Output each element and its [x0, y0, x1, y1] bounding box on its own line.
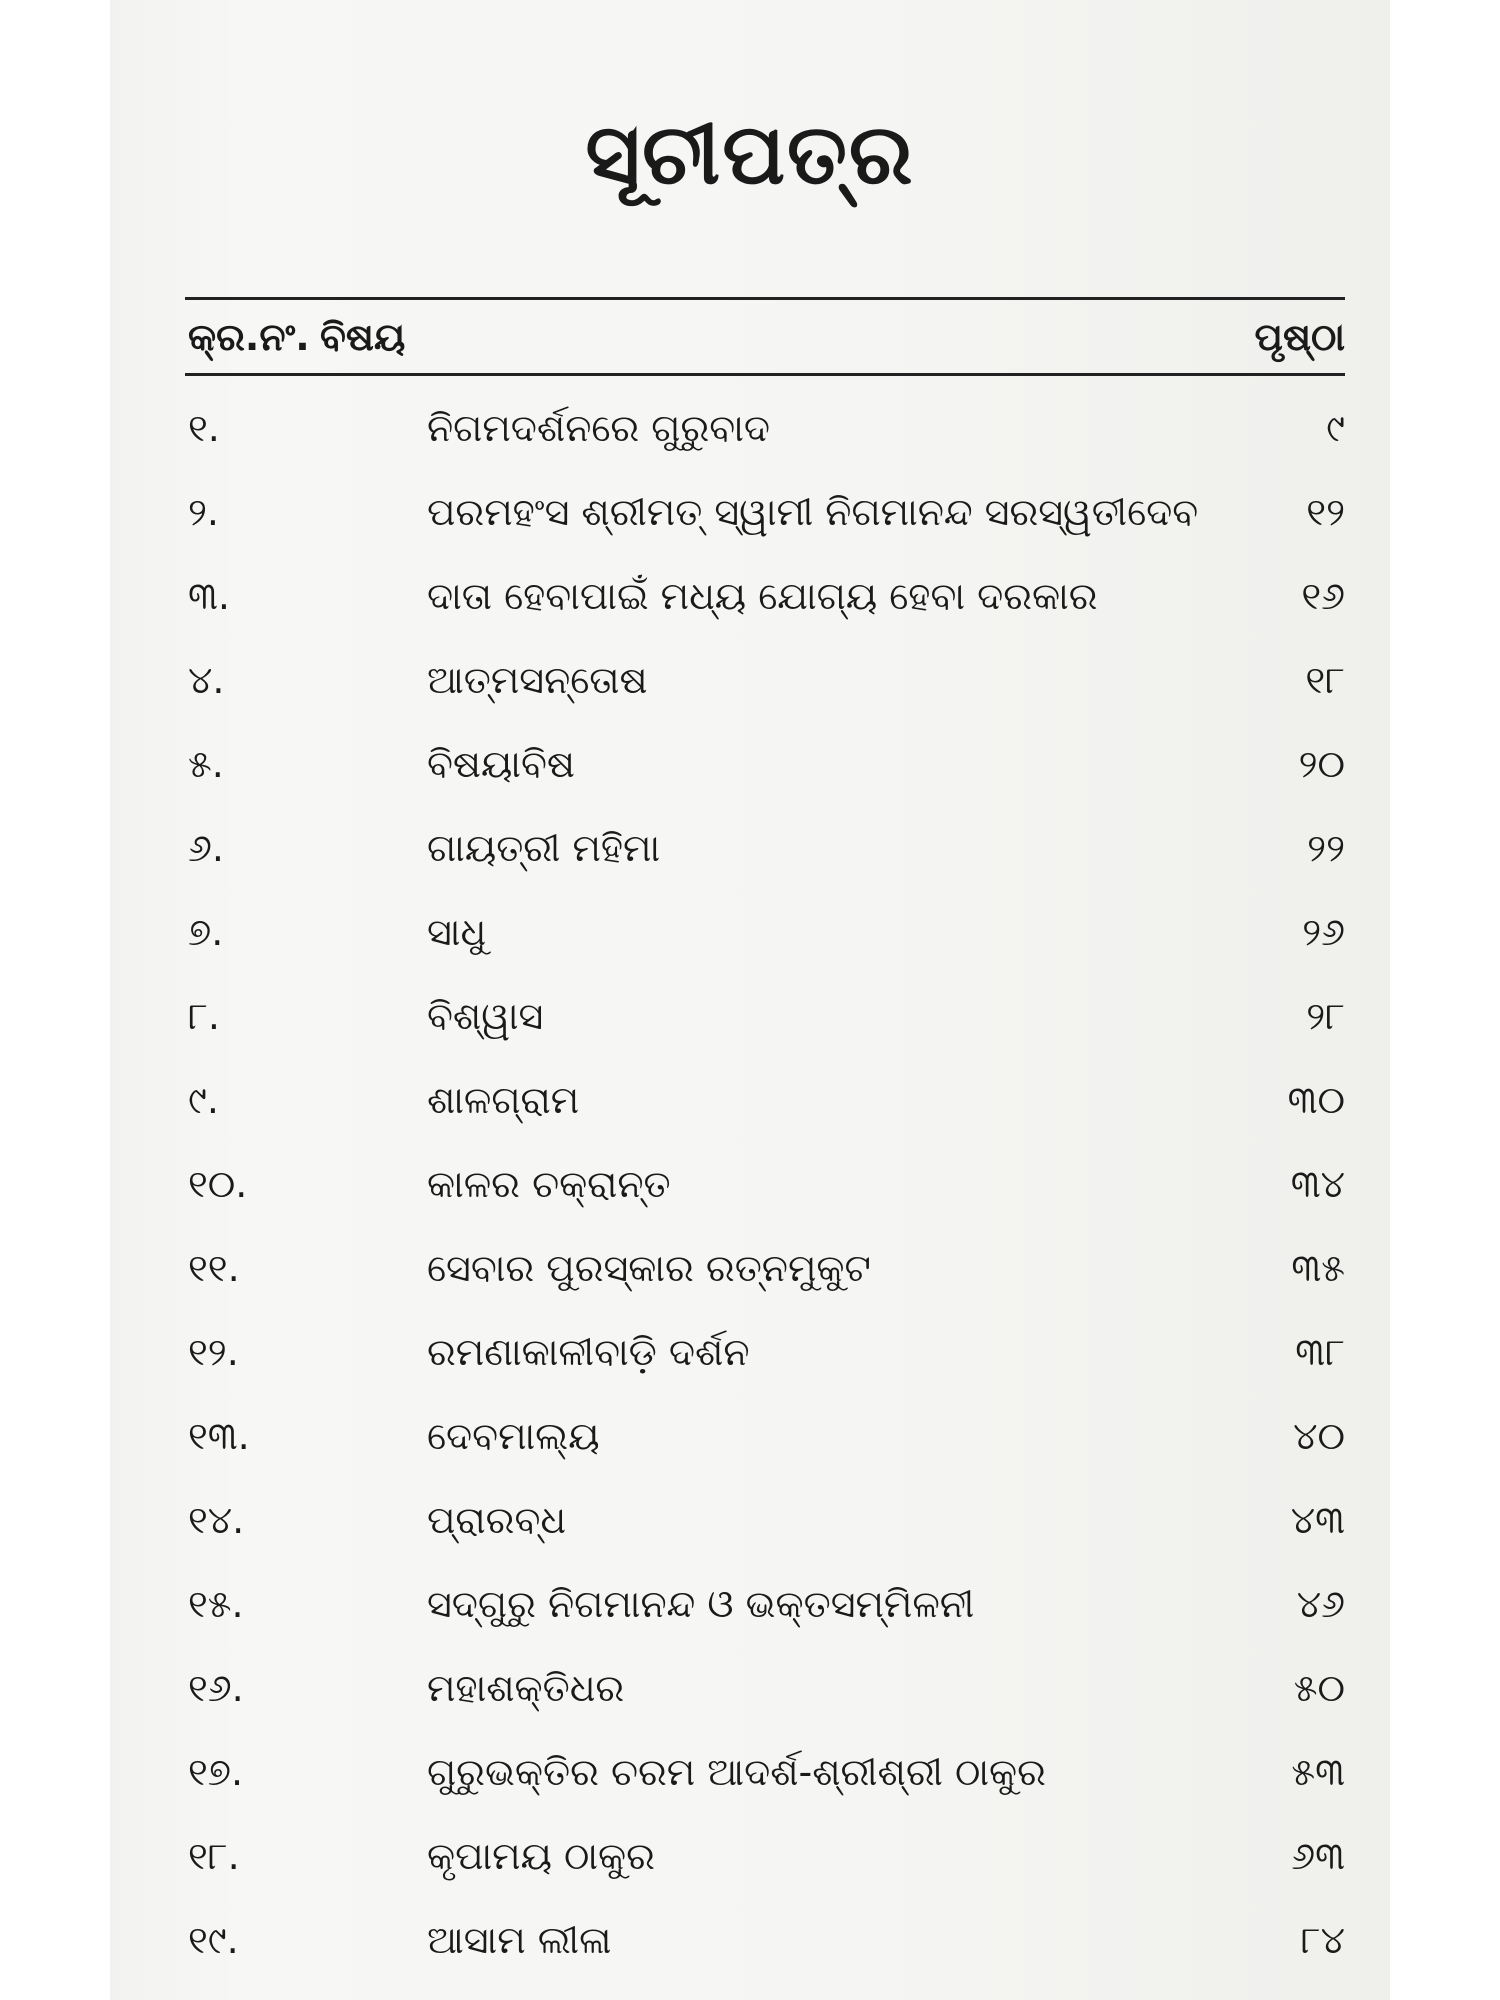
toc-row	[185, 1154, 1345, 1238]
toc-row	[185, 1574, 1345, 1658]
toc-page-number: ୩୦	[1287, 1078, 1345, 1122]
toc-row	[185, 1826, 1345, 1910]
toc-page-number: ୧୨	[1306, 490, 1345, 534]
toc-page-number: ୬୩	[1291, 1834, 1345, 1878]
toc-number: ୧୯.	[188, 1918, 239, 1962]
toc-subject: ବିଶ୍ୱାସ	[427, 994, 544, 1038]
toc-number: ୧୮.	[188, 1834, 240, 1878]
toc-number: ୭.	[188, 910, 224, 954]
toc-page-number: ୨୮	[1306, 994, 1345, 1038]
toc-subject: ମହାଶକ୍ତିଧର	[427, 1666, 625, 1710]
toc-number: ୧.	[188, 406, 220, 450]
toc-number: ୧୦.	[188, 1162, 248, 1206]
header-top-rule	[185, 297, 1345, 300]
header-page: ପୃଷ୍ଠା	[1254, 315, 1345, 359]
toc-subject: ଶାଳଗ୍ରାମ	[427, 1078, 580, 1122]
toc-row	[185, 650, 1345, 734]
toc-number: ୬.	[188, 826, 224, 870]
toc-row	[185, 1658, 1345, 1742]
toc-page-number: ୨୨	[1307, 826, 1345, 870]
toc-row	[185, 1910, 1345, 1994]
toc-subject: ନିଗମଦର୍ଶନରେ ଗୁରୁବାଦ	[427, 406, 771, 450]
toc-number: ୮.	[188, 994, 220, 1038]
toc-row	[185, 398, 1345, 482]
toc-page-number: ୧୮	[1305, 658, 1345, 702]
toc-row	[185, 1406, 1345, 1490]
toc-row	[185, 902, 1345, 986]
toc-subject: ଗୁରୁଭକ୍ତିର ଚରମ ଆଦର୍ଶ-ଶ୍ରୀଶ୍ରୀ ଠାକୁର	[427, 1750, 1046, 1794]
toc-page-number: ୮୪	[1300, 1918, 1345, 1962]
toc-subject: ଆତ୍ମସନ୍ତୋଷ	[427, 658, 648, 702]
toc-page-number: ୯	[1326, 406, 1345, 450]
toc-subject: ସଦ୍‌ଗୁରୁ ନିଗମାନନ୍ଦ ଓ ଭକ୍ତସମ୍ମିଳନୀ	[427, 1582, 975, 1626]
page-title: ସୂଚୀପତ୍ର	[585, 105, 915, 203]
toc-subject: କାଳର ଚକ୍ରାନ୍ତ	[427, 1162, 671, 1206]
toc-subject: ପରମହଂସ ଶ୍ରୀମତ୍ ସ୍ୱାମୀ ନିଗମାନନ୍ଦ ସରସ୍ୱତୀଦେବ	[427, 490, 1199, 534]
toc-subject: ସେବାର ପୁରସ୍କାର ରତ୍ନମୁକୁଟ	[427, 1246, 871, 1290]
toc-number: ୧୬.	[188, 1666, 244, 1710]
toc-row	[185, 482, 1345, 566]
toc-subject: ପ୍ରାରବ୍ଧ	[427, 1498, 567, 1542]
toc-number: ୧୨.	[188, 1330, 239, 1374]
toc-row	[185, 1322, 1345, 1406]
toc-subject: କୃପାମୟ ଠାକୁର	[427, 1834, 655, 1878]
toc-row	[185, 566, 1345, 650]
toc-number: ୧୪.	[188, 1498, 245, 1542]
toc-subject: ଦାତା ହେବାପାଇଁ ମଧ୍ୟ ଯୋଗ୍ୟ ହେବା ଦରକାର	[427, 574, 1098, 618]
toc-row	[185, 734, 1345, 818]
toc-number: ୪.	[188, 658, 225, 702]
toc-row	[185, 986, 1345, 1070]
toc-number: ୯.	[188, 1078, 219, 1122]
toc-number: ୩.	[188, 574, 230, 618]
toc-row	[185, 1490, 1345, 1574]
toc-page-number: ୧୬	[1301, 574, 1345, 618]
toc-row	[185, 1070, 1345, 1154]
toc-row	[185, 1238, 1345, 1322]
toc-page-number: ୫୦	[1293, 1666, 1345, 1710]
toc-number: ୨.	[188, 490, 220, 534]
toc-subject: ଦେବମାଲ୍ୟ	[427, 1414, 600, 1458]
table-of-contents	[185, 398, 1345, 1994]
toc-page-number: ୨୬	[1302, 910, 1345, 954]
toc-row	[185, 818, 1345, 902]
toc-page-number: ୩୪	[1290, 1162, 1345, 1206]
book-page	[110, 0, 1390, 2000]
header-subject: ବିଷୟ	[320, 315, 406, 359]
toc-number: ୧୫.	[188, 1582, 244, 1626]
toc-subject: ସାଧୁ	[427, 910, 487, 954]
toc-row	[185, 1742, 1345, 1826]
toc-subject: ରମଣାକାଳୀବାଡ଼ି ଦର୍ଶନ	[427, 1330, 750, 1374]
toc-number: ୧୭.	[188, 1750, 244, 1794]
toc-number: ୧୩.	[188, 1414, 250, 1458]
header-bottom-rule	[185, 373, 1345, 376]
toc-page-number: ୨୦	[1298, 742, 1345, 786]
toc-page-number: ୪୩	[1290, 1498, 1345, 1542]
toc-page-number: ୪୦	[1293, 1414, 1345, 1458]
header-number: କ୍ର.ନଂ.	[188, 315, 310, 359]
toc-page-number: ୫୩	[1291, 1750, 1345, 1794]
toc-page-number: ୩୮	[1295, 1330, 1345, 1374]
toc-subject: ଗାୟତ୍ରୀ ମହିମା	[427, 826, 661, 870]
toc-subject: ବିଷୟାବିଷ	[427, 742, 575, 786]
toc-number: ୧୧.	[188, 1246, 240, 1290]
toc-page-number: ୪୬	[1296, 1582, 1345, 1626]
toc-subject: ଆସାମ ଲୀଳା	[427, 1918, 612, 1962]
toc-page-number: ୩୫	[1291, 1246, 1345, 1290]
toc-number: ୫.	[188, 742, 224, 786]
